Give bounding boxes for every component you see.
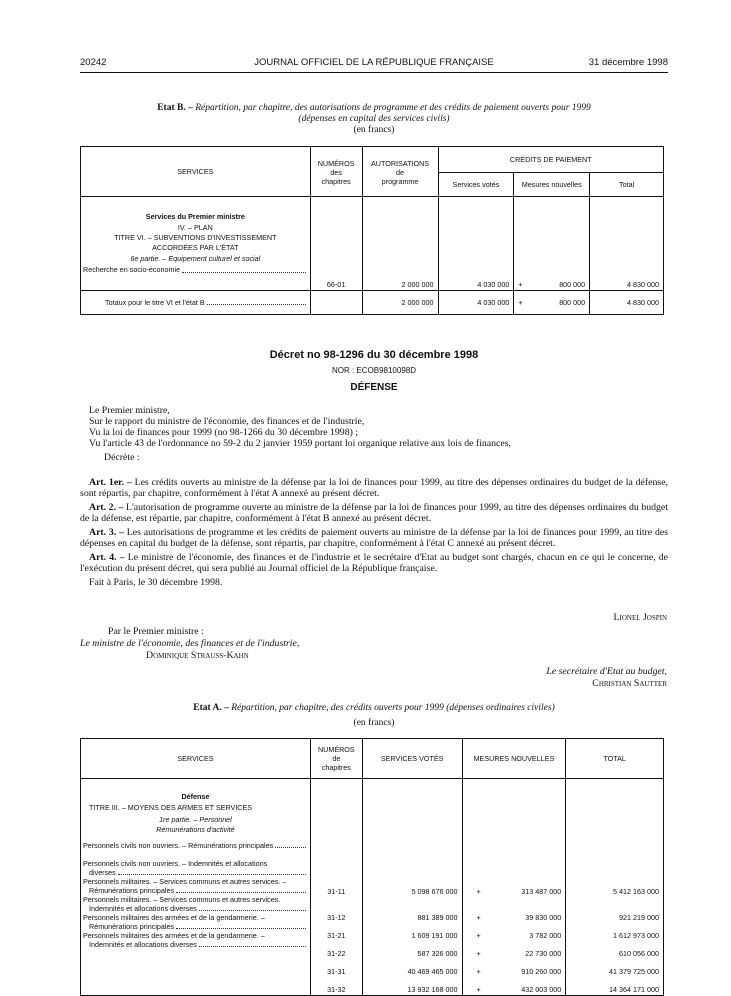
decree-section: DÉFENSE	[350, 382, 398, 393]
etat-a-services-cell	[81, 779, 311, 996]
etat-b-section-sub: IV. – PLAN	[177, 223, 213, 232]
etat-a-table	[80, 738, 664, 996]
etat-a-caption-line1: Répartition, par chapitre, des crédits ouverts pour 1999 (dépenses ordinaires civiles)	[231, 703, 555, 713]
decree-decrete: Décrète :	[104, 452, 140, 463]
decree-nor: NOR : ECOB9810098D	[331, 366, 417, 375]
running-header	[80, 57, 668, 71]
etat-b-partie: 6e partie. – Equipement culturel et social	[130, 254, 261, 263]
table-row: Personnels militaires des armées et de la gendarmerie. – Indemnités et allocations diverses	[83, 931, 308, 949]
preamble-line: Vu la loi de finances pour 1999 (no 98-1266 du 30 décembre 1998) ;	[89, 427, 359, 438]
etat-b-row-mesures: + 800 000	[514, 197, 590, 291]
etat-b-caption-line3: (en francs)	[353, 125, 395, 135]
preamble-line: Vu l'article 43 de l'ordonnance no 59-2 du 2 janvier 1959 portant loi organique relative aux lois de finances,	[89, 438, 511, 449]
etat-b-table	[80, 146, 664, 315]
etat-a-caption-line2: (en francs)	[353, 718, 395, 728]
etat-b-row-label: Recherche en socio-économie	[83, 264, 308, 275]
etat-b-totals-row: Totaux pour le titre VI et l'état B 2 000 000 4 030 000 + 800 000 4 830 000	[81, 291, 664, 315]
table-row: Personnels militaires. – Services communs et autres services. – Rémunérations principales	[83, 877, 308, 895]
preamble-line: Sur le rapport du ministre de l'économie, des finances et de l'industrie,	[89, 416, 365, 427]
page-number: 20242	[80, 57, 107, 68]
etat-a-votes: 5 098 676 000 881 389 000 1 609 191 000 587 326 000 40 469 465 000 13 932 168 000	[362, 779, 462, 996]
decree-preamble	[80, 405, 668, 463]
article-3: Art. 3. – Les autorisations de programme et les crédits de paiement ouverts au ministre de la défense par la loi de finances pour 1999, au titre des dépenses en capital du budget de la défense, sont répartis, par chapitre, conformément à l'état C annexé au présent décret.	[80, 527, 669, 549]
decree-title: Décret no 98-1296 du 30 décembre 1998	[269, 349, 479, 361]
etat-b-col-total: Total	[590, 173, 664, 197]
etat-b-row-chapitre: 66-01	[310, 197, 362, 291]
table-row: Personnels militaires. – Services communs et autres services. Indemnités et allocations diverses	[83, 895, 308, 913]
journal-title: JOURNAL OFFICIEL DE LA RÉPUBLIQUE FRANÇAISE	[254, 57, 494, 68]
header-rule	[80, 72, 668, 73]
etat-a-section-title: Défense	[181, 792, 210, 801]
decree-fait: Fait à Paris, le 30 décembre 1998.	[89, 577, 223, 588]
etat-a-label: Etat A. –	[193, 703, 229, 713]
etat-b-caption-line2: (dépenses en capital des services civils)	[298, 114, 450, 124]
etat-b-col-mesures: Mesures nouvelles	[514, 173, 590, 197]
etat-b-col-services: SERVICES	[81, 147, 311, 197]
par-le-premier-ministre: Par le Premier ministre :	[108, 626, 204, 637]
table-row: Personnels militaires des armées et de la gendarmerie. – Rémunérations principales	[83, 913, 308, 931]
etat-b-row-total: 4 830 000	[590, 197, 664, 291]
minister-name: Dominique Strauss-Kahn	[146, 650, 249, 661]
etat-b-col-votes: Services votés	[438, 173, 514, 197]
preamble-line: Le Premier ministre,	[89, 405, 170, 416]
etat-b-titre: TITRE VI. – SUBVENTIONS D'INVESTISSEMENT ACCORDÉES PAR L'ÉTAT	[114, 233, 277, 252]
etat-b-col-autorisations: AUTORISATIONS de programme	[362, 147, 438, 197]
etat-a-col-mesures: MESURES NOUVELLES	[462, 739, 566, 779]
etat-b-col-credits: CRÉDITS DE PAIEMENT	[438, 147, 663, 173]
table-row: Personnels civils non ouvriers. – Rémunérations principales	[83, 841, 308, 859]
header-date: 31 décembre 1998	[588, 57, 668, 68]
etat-a-caption	[80, 703, 668, 729]
etat-a-partie: 1re partie. – Personnel Rémunérations d'activité	[156, 815, 235, 834]
etat-a-totals: 5 412 163 000 921 219 000 1 612 973 000 610 056 000 41 379 725 000 14 364 171 000	[566, 779, 664, 996]
etat-a-mesures: + 313 487 000 + 39 830 000 + 3 782 000 + 22 730 000 + 910 260 000 + 432 003 000	[462, 779, 566, 996]
table-row: Personnels civils non ouvriers. – Indemnités et allocations diverses	[83, 859, 308, 877]
etat-b-caption	[80, 103, 668, 136]
minister-title: Le ministre de l'économie, des finances et de l'industrie,	[80, 638, 300, 649]
etat-b-row-votes: 4 030 000	[438, 197, 514, 291]
article-1: Art. 1er. – Les crédits ouverts au ministre de la défense par la loi de finances pour 1999, au titre des dépenses ordinaires du budget de la défense, sont répartis, par chapitre, conformément à l'état A annexé au présent décret.	[80, 477, 669, 499]
etat-a-col-services: SERVICES	[81, 739, 311, 779]
etat-b-caption-line1: Répartition, par chapitre, des autorisations de programme et des crédits de paiement ouverts pour 1999	[195, 103, 591, 113]
decree-articles	[80, 477, 668, 588]
etat-b-section-title: Services du Premier ministre	[145, 212, 245, 221]
secretary-name: Christian Sautter	[592, 678, 667, 689]
etat-a-col-total: TOTAL	[566, 739, 664, 779]
article-4: Art. 4. – Le ministre de l'économie, des finances et de l'industrie et le secrétaire d'Etat au budget sont chargés, chacun en ce qui le concerne, de l'exécution du présent décret, qui sera publié au Journal officiel de la République française.	[80, 552, 669, 574]
etat-b-label: Etat B. –	[157, 103, 193, 113]
etat-b-col-numeros: NUMÉROS des chapitres	[310, 147, 362, 197]
secretary-title: Le secrétaire d'Etat au budget,	[546, 666, 667, 677]
etat-a-titre: TITRE III. – MOYENS DES ARMES ET SERVICES	[89, 803, 253, 812]
article-2: Art. 2. – L'autorisation de programme ouverte au ministre de la défense par la loi de finances pour 1999, au titre des dépenses ordinaires du budget de la défense, est répartie, par chapitre, conformément à l'état B annexé au présent décret.	[80, 502, 669, 524]
etat-a-chapitres: 31-11 31-12 31-21 31-22 31-31 31-32	[310, 779, 362, 996]
signatory-premier: Lionel Jospin	[613, 612, 667, 623]
etat-b-services-cell	[81, 197, 311, 291]
etat-b-row-autorisations: 2 000 000	[362, 197, 438, 291]
etat-a-col-numeros: NUMÉROS de chapitres	[310, 739, 362, 779]
etat-a-col-votes: SERVICES VOTÉS	[362, 739, 462, 779]
